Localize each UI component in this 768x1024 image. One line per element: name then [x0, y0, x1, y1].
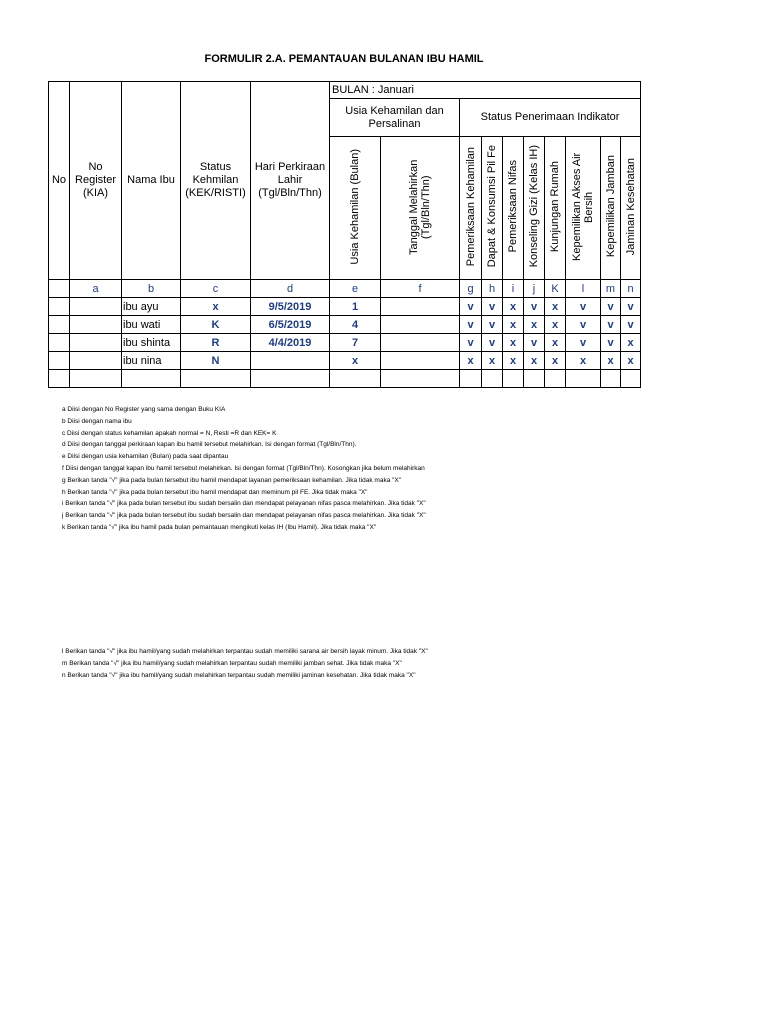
note-item: j Berikan tanda "√" jika pada bulan tersebut ibu sudah bersalin dan mendapat pelayanan nifas pasca melahirkan. Jika tidak "X": [62, 512, 426, 520]
cell-indicator: v: [601, 334, 621, 352]
cell-indicator: x: [545, 334, 566, 352]
cell-no: [49, 298, 70, 316]
cell-indicator: x: [503, 298, 524, 316]
note-item: k Berikan tanda "√" jika ibu hamil pada bulan pemantauan mengikuti kelas IH (Ibu Hamil). Jika tidak maka "X": [62, 523, 377, 531]
cell-hpl: [251, 352, 330, 370]
cell-register: [70, 298, 122, 316]
code-cell: e: [330, 280, 381, 298]
cell-status: N: [181, 352, 251, 370]
cell-register: [70, 352, 122, 370]
note-item: h Berikan tanda "√" jika pada bulan tersebut ibu hamil mendapat dan meminum pil FE. Jika tidak maka "X": [62, 488, 368, 496]
code-cell: i: [503, 280, 524, 298]
code-cell: c: [181, 280, 251, 298]
cell-indicator: v: [621, 316, 641, 334]
table-row: [49, 298, 641, 316]
code-cell: K: [545, 280, 566, 298]
note-item: l Berikan tanda "√" jika ibu hamil/yang sudah melahirkan terpantau sudah memiliki sarana air bersih layak minum. Jika tidak "X": [62, 648, 428, 655]
cell-usia: x: [330, 352, 381, 370]
code-cell: g: [460, 280, 482, 298]
cell-hpl: 4/4/2019: [251, 334, 330, 352]
note-item: a Diisi dengan No Register yang sama dengan Buku KIA: [62, 406, 226, 413]
cell-indicator: x: [545, 316, 566, 334]
cell-hpl: 6/5/2019: [251, 316, 330, 334]
cell-status: x: [181, 298, 251, 316]
header-usia-group: Usia Kehamilan dan Persalinan: [330, 99, 460, 137]
cell-indicator: v: [566, 316, 601, 334]
cell-indicator: x: [482, 352, 503, 370]
header-pemeriksaan-kehamilan: Pemeriksaan Kehamilan: [464, 146, 477, 267]
bulan-label: BULAN : Januari: [330, 82, 641, 99]
header-hari-perkiraan-lahir: Hari Perkiraan Lahir (Tgl/Bln/Thn): [251, 82, 330, 280]
cell-indicator: x: [503, 316, 524, 334]
code-cell: h: [482, 280, 503, 298]
cell-status: K: [181, 316, 251, 334]
note-item: f Diisi dengan tanggal kapan ibu hamil tersebut melahirkan. Isi dengan format (Tgl/Bln/Thn). Kosongkan jika belum melahirkan: [62, 464, 425, 472]
cell-indicator: v: [524, 334, 545, 352]
cell-register: [70, 316, 122, 334]
header-konseling-gizi: Konseling Gizi (Kelas IH): [528, 145, 540, 268]
table-row: [49, 316, 641, 334]
header-air-bersih: Kepemilikan Akses Air Bersih: [571, 152, 595, 261]
note-item: i Berikan tanda "√" jika pada bulan tersebut ibu sudah bersalin dan mendapat pelayanan nifas pasca melahirkan. Jika tidak "X": [62, 500, 426, 508]
cell-register: [70, 334, 122, 352]
cell-indicator: x: [524, 352, 545, 370]
note-item: d Diisi dengan tanggal perkiraan kapan ibu hamil tersebut melahirkan. Isi dengan format (Tgl/Bln/Thn).: [62, 441, 357, 449]
code-cell: d: [251, 280, 330, 298]
header-pil-fe: Dapat & Konsumsi Pil Fe: [486, 145, 498, 268]
cell-indicator: x: [503, 334, 524, 352]
cell-indicator: x: [545, 352, 566, 370]
header-pemeriksaan-nifas: Pemeriksaan Nifas: [507, 160, 519, 253]
cell-indicator: v: [601, 316, 621, 334]
cell-tgl-melahirkan: [381, 334, 460, 352]
header-no-register: No Register (KIA): [70, 82, 122, 280]
code-row: [49, 280, 641, 298]
cell-indicator: x: [524, 316, 545, 334]
cell-indicator: x: [621, 334, 641, 352]
note-item: b Diisi dengan nama ibu: [62, 417, 132, 425]
cell-status: R: [181, 334, 251, 352]
note-item: e Diisi dengan usia kehamilan (Bulan) pada saat dipantau: [62, 453, 229, 461]
header-nama-ibu: Nama Ibu: [122, 82, 181, 280]
cell-indicator: x: [503, 352, 524, 370]
form-title: FORMULIR 2.A. PEMANTAUAN BULANAN IBU HAMIL: [204, 53, 484, 65]
code-cell: j: [524, 280, 545, 298]
header-jaminan-kesehatan: Jaminan Kesehatan: [624, 157, 637, 256]
note-item: n Berikan tanda "√" jika ibu hamil/yang sudah melahirkan terpantau sudah memiliki jaminan kesehatan. Jika tidak maka "X": [62, 671, 416, 679]
cell-usia: 1: [330, 298, 381, 316]
note-item: m Berikan tanda "√" jika ibu hamil/yang sudah melahirkan terpantau sudah memiliki jamban sehat. Jika tidak maka "X": [62, 659, 402, 667]
cell-indicator: x: [621, 352, 641, 370]
cell-tgl-melahirkan: [381, 352, 460, 370]
cell-indicator: v: [621, 298, 641, 316]
header-usia-kehamilan: Usia Kehamilan (Bulan): [349, 148, 361, 265]
cell-nama: ibu ayu: [122, 298, 181, 316]
header-jamban: Kepemilikan Jamban: [604, 155, 617, 258]
code-cell: n: [621, 280, 641, 298]
header-status-group: Status Penerimaan Indikator: [460, 99, 641, 137]
table-row: [49, 352, 641, 370]
header-tanggal-melahirkan: Tanggal Melahirkan (Tgl/Bln/Thn): [408, 158, 432, 255]
cell-indicator: v: [601, 298, 621, 316]
cell-indicator: v: [566, 334, 601, 352]
monitoring-table: [48, 81, 641, 388]
notes-list-secondary: [62, 646, 428, 681]
cell-indicator: v: [482, 334, 503, 352]
notes-list: [62, 404, 426, 534]
header-kunjungan-rumah: Kunjungan Rumah: [549, 160, 561, 253]
code-cell: l: [566, 280, 601, 298]
cell-indicator: x: [601, 352, 621, 370]
cell-indicator: v: [482, 316, 503, 334]
table-row-empty: [49, 370, 641, 388]
cell-usia: 7: [330, 334, 381, 352]
code-cell: a: [70, 280, 122, 298]
cell-indicator: v: [524, 298, 545, 316]
code-cell: m: [601, 280, 621, 298]
cell-nama: ibu shinta: [122, 334, 181, 352]
cell-indicator: v: [566, 298, 601, 316]
code-cell: b: [122, 280, 181, 298]
cell-nama: ibu nina: [122, 352, 181, 370]
note-item: c Diisi dengan status kehamilan apakah normal = N, Resti =R dan KEK= K: [62, 429, 277, 437]
cell-tgl-melahirkan: [381, 316, 460, 334]
cell-no: [49, 316, 70, 334]
cell-indicator: v: [460, 298, 482, 316]
cell-indicator: x: [566, 352, 601, 370]
cell-indicator: v: [460, 334, 482, 352]
cell-indicator: x: [545, 298, 566, 316]
cell-indicator: x: [460, 352, 482, 370]
header-no: No: [49, 82, 70, 280]
cell-no: [49, 352, 70, 370]
cell-no: [49, 334, 70, 352]
note-item: g Berikan tanda "√" jika pada bulan tersebut ibu hamil mendapat layanan pemeriksaan kehamilan. Jika tidak maka "X": [62, 476, 402, 484]
cell-usia: 4: [330, 316, 381, 334]
header-status-kehamilan: Status Kehmilan (KEK/RISTI): [181, 82, 251, 280]
cell-tgl-melahirkan: [381, 298, 460, 316]
cell-nama: ibu wati: [122, 316, 181, 334]
code-cell: f: [381, 280, 460, 298]
table-row: [49, 334, 641, 352]
cell-indicator: v: [460, 316, 482, 334]
code-cell: [49, 280, 70, 298]
cell-indicator: v: [482, 298, 503, 316]
cell-hpl: 9/5/2019: [251, 298, 330, 316]
